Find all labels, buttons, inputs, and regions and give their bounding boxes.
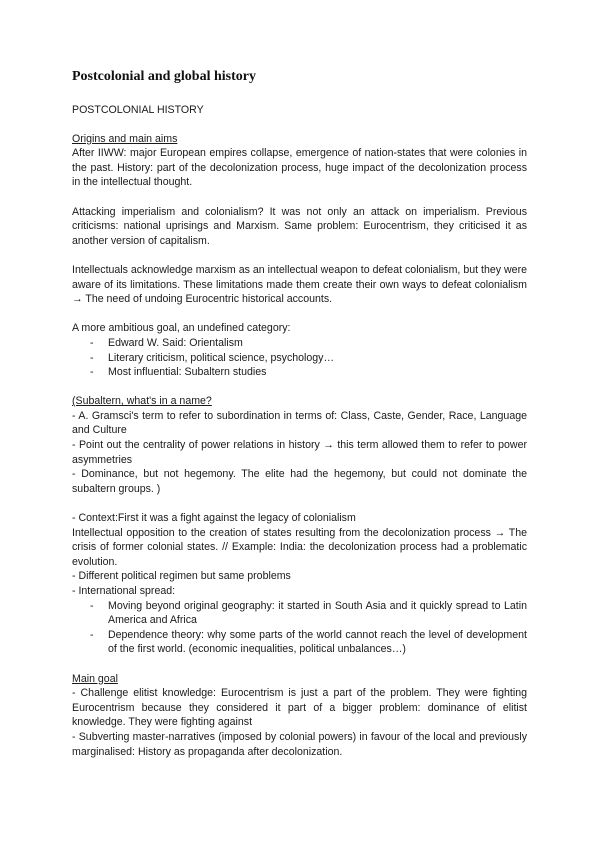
origins-list — [72, 336, 527, 380]
origins-paragraph-2: Attacking imperialism and colonialism? It was not only an attack on imperialism. Previous criticisms: national uprisings and Marxism. Same problem: Eurocentrism, they criticised it as another version of capitalism. — [72, 205, 527, 247]
context-line-4: - International spread: — [72, 585, 176, 597]
section-title: POSTCOLONIAL HISTORY — [72, 104, 204, 116]
subaltern-block — [72, 394, 527, 496]
origins-heading: Origins and main aims — [72, 132, 178, 145]
context-block — [72, 511, 527, 657]
list-item: - Moving beyond original geography: it started in South Asia and it quickly spread to Latin America and Africa — [72, 599, 527, 628]
origins-block — [72, 132, 527, 190]
list-item: - Dependence theory: why some parts of the world cannot reach the level of development of the first world. (economic inequalities, political unbalances…) — [72, 628, 527, 657]
main-goal-line-2: - Subverting master-narratives (imposed by colonial powers) in favour of the local and previously marginalised: History as propaganda after decolonization. — [72, 730, 527, 758]
context-line-2: Intellectual opposition to the creation of states resulting from the decolonization process → The crisis of former colonial states. // Example: India: the decolonization process had a problematic evolution. — [72, 526, 527, 568]
list-item: - Most influential: Subaltern studies — [72, 365, 527, 380]
list-item: - Edward W. Said: Orientalism — [72, 336, 527, 351]
subaltern-line-1: - A. Gramsci's term to refer to subordination in terms of: Class, Caste, Gender, Race, Language and Culture — [72, 409, 527, 437]
context-list — [72, 599, 527, 657]
document-title: Postcolonial and global history — [72, 69, 256, 84]
main-goal-line-1: - Challenge elitist knowledge: Eurocentrism is just a part of the problem. They were fighting Eurocentrism because they considered it part of a bigger problem: dominance of elitist knowledge. They were fighting against — [72, 687, 527, 729]
document-body — [72, 68, 527, 774]
origins-paragraph-3: Intellectuals acknowledge marxism as an intellectual weapon to defeat colonialism, but they were aware of its limitations. These limitations made them create their own ways to defeat colonialism → The need of undoing Eurocentric historical accounts. — [72, 263, 527, 306]
context-line-1: - Context:First it was a fight against the legacy of colonialism — [72, 512, 356, 525]
origins-paragraph-4: A more ambitious goal, an undefined category: — [72, 322, 291, 335]
list-item: - Literary criticism, political science, psychology… — [72, 351, 527, 366]
subaltern-line-2: - Point out the centrality of power relations in history → this term allowed them to refer to power asymmetries — [72, 439, 527, 466]
main-goal-block — [72, 672, 527, 760]
origins-goal-block — [72, 321, 527, 379]
context-line-3: - Different political regimen but same problems — [72, 570, 291, 583]
main-goal-heading: Main goal — [72, 672, 118, 685]
subaltern-heading: (Subaltern, what's in a name? — [72, 395, 212, 408]
origins-paragraph-1: After IIWW: major European empires collapse, emergence of nation-states that were colonies in the past. History: part of the decolonization process, huge impact of the decolonization process in the intellectual thought. — [72, 147, 527, 189]
origins-paragraph-2-block — [72, 205, 527, 249]
subaltern-line-3: - Dominance, but not hegemony. The elite had the hegemony, but could not dominate the subaltern groups. ) — [72, 468, 527, 495]
origins-paragraph-3-block — [72, 263, 527, 307]
